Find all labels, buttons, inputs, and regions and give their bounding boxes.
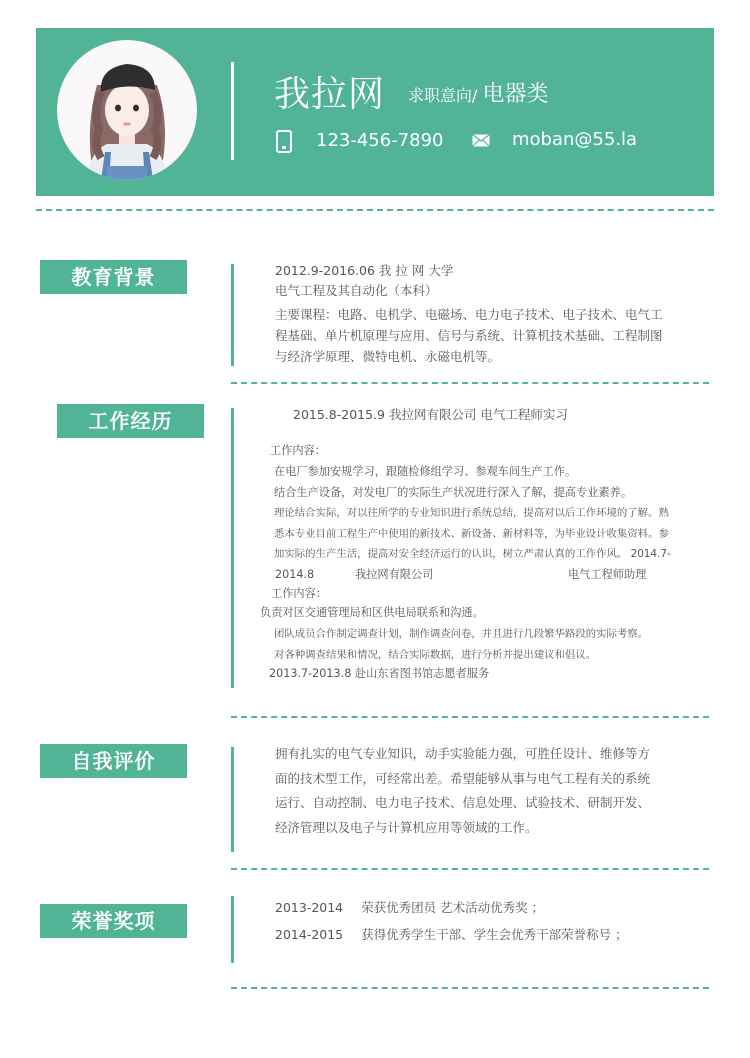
education-courses-line: 与经济学原理、微特电机、永磁电机等。 [275, 349, 501, 364]
work-content-label: 工作内容： [271, 587, 327, 600]
candidate-name: 我拉网 [274, 74, 386, 115]
self-evaluation-line: 经济管理以及电子与计算机应用等领域的工作。 [275, 819, 538, 835]
work-job2-line: 负责对区交通管理局和区供电局联系和沟通。 [260, 606, 484, 619]
header-divider-dashed [36, 209, 714, 211]
education-courses [275, 304, 663, 367]
self-evaluation-vertical-line [231, 747, 234, 852]
education-major: 电气工程及其自动化（本科） [275, 283, 438, 298]
job-intent-label: 求职意向/ [408, 86, 478, 105]
job-intent [408, 80, 549, 111]
phone-icon [276, 130, 292, 153]
section-title-self-evaluation: 自我评价 [40, 744, 187, 778]
work-job1-line: 结合生产设备，对发电厂的实际生产状况进行深入了解，提高专业素养。 [274, 485, 633, 499]
work-job2-period: 2014.8 [275, 568, 315, 581]
self-evaluation-line: 面的技术型工作，可经常出差。希望能够从事与电气工程有关的系统 [275, 770, 651, 786]
work-job1-line: 加实际的生产生活，提高对安全经济运行的认识，树立严肃认真的工作作风。 2014.7- [274, 548, 671, 560]
self-evaluation-text [275, 742, 650, 840]
work-divider-dashed [231, 716, 709, 718]
self-evaluation-divider-dashed [231, 868, 709, 870]
honor-item [275, 899, 544, 917]
honor-period: 2013-2014 [275, 900, 344, 915]
education-period-school: 2012.9-2016.06 我 拉 网 大学 [275, 263, 454, 278]
honor-text: 荣获优秀团员 艺术活动优秀奖 ； [361, 900, 545, 915]
work-job2-company: 我拉网有限公司 [355, 568, 434, 581]
work-job1-line: 悉本专业目前工程生产中使用的新技术、新设备、新材料等，为毕业设计收集资料。参 [274, 527, 669, 540]
work-content-label: 工作内容： [270, 444, 326, 457]
work-job3-header: 2013.7-2013.8 赴山东省图书馆志愿者服务 [269, 667, 490, 680]
self-evaluation-line: 拥有扎实的电气专业知识，动手实验能力强，可胜任设计、维修等方 [275, 746, 651, 761]
honor-period: 2014-2015 [275, 927, 344, 942]
header-divider [231, 62, 234, 160]
self-evaluation-line: 运行、自动控制、电力电子技术、信息处理、试验技术、研制开发、 [275, 795, 651, 810]
honors-divider-dashed [231, 987, 709, 989]
mail-icon [472, 134, 490, 147]
honor-text: 获得优秀学生干部、学生会优秀干部荣誉称号 ； [361, 927, 628, 942]
section-title-work: 工作经历 [57, 404, 204, 438]
education-vertical-line [231, 264, 234, 366]
education-divider-dashed [231, 382, 709, 384]
honors-vertical-line [231, 896, 234, 963]
section-title-education: 教育背景 [40, 260, 187, 294]
work-job1-line: 在电厂参加安规学习，跟随检修组学习、参观车间生产工作。 [274, 465, 577, 478]
work-job1-description [274, 462, 671, 565]
education-courses-line: 主要课程：电路、电机学、电磁场、电力电子技术、电子技术、电气工 [275, 307, 663, 322]
section-title-honors: 荣誉奖项 [40, 904, 187, 938]
work-job2-role: 电气工程师助理 [568, 568, 647, 581]
education-courses-line: 程基础、单片机原理与应用、信号与系统、计算机技术基础、工程制图 [275, 328, 663, 343]
resume-header [36, 28, 714, 196]
work-job1-line: 理论结合实际，对以往所学的专业知识进行系统总结，提高对以后工作环境的了解。熟 [274, 507, 669, 519]
email-address: moban@55.la [512, 129, 638, 150]
phone-number: 123-456-7890 [316, 130, 444, 151]
work-job2-line: 对各种调查结果和情况，结合实际数据，进行分析并提出建议和倡议。 [274, 649, 597, 661]
work-job1-header: 2015.8-2015.9 我拉网有限公司 电气工程师实习 [293, 407, 568, 422]
avatar-illustration-icon [57, 40, 197, 180]
work-job2-line: 团队成员合作制定调查计划，制作调查问卷，并且进行几段繁华路段的实际考察。 [274, 628, 649, 640]
work-vertical-line [231, 408, 234, 688]
job-intent-value: 电器类 [482, 82, 549, 107]
avatar [57, 40, 197, 180]
honor-item [275, 926, 628, 944]
